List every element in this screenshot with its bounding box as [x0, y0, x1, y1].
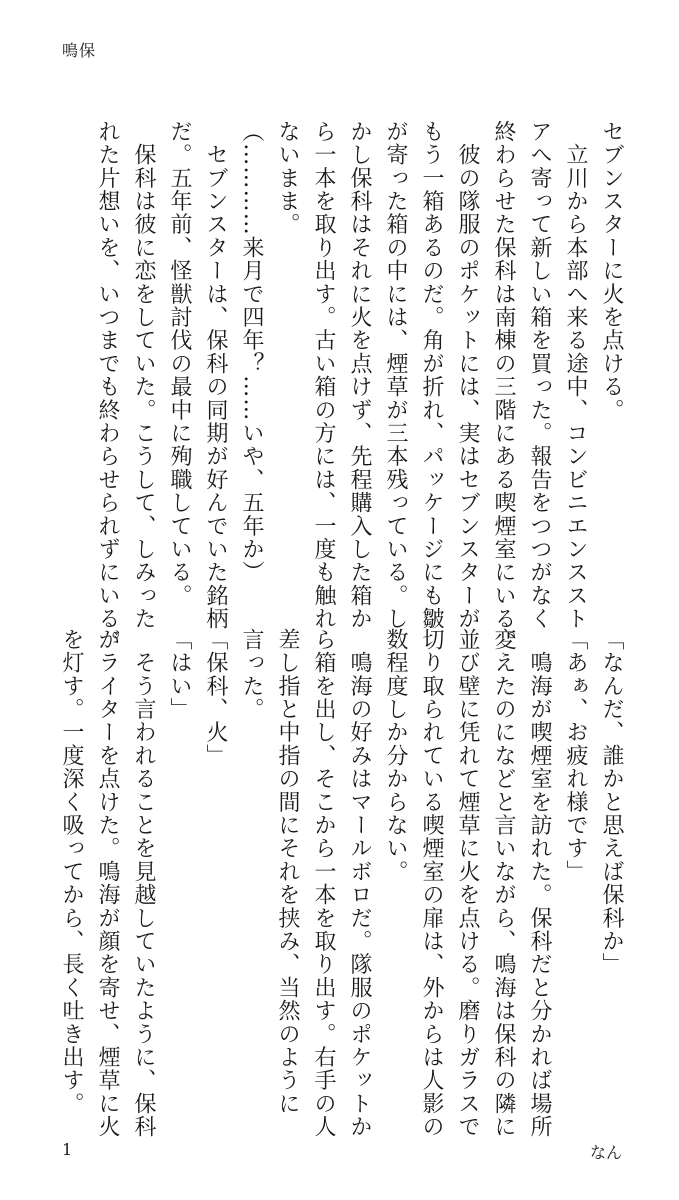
text-line: アへ寄って新しい箱を買った。報告をつつがなく: [527, 120, 552, 631]
text-line: 変えたのになどと言いながら、鳴海は保科の隣に: [491, 628, 516, 1139]
text-line: 数程度しか分からない。: [383, 628, 408, 884]
text-line: 鳴海が喫煙室を訪れた。保科だと分かれば場所: [527, 628, 552, 1139]
text-line: 「なんだ、誰かと思えば保科か」: [599, 628, 624, 976]
text-line: ないまま。: [275, 120, 300, 236]
text-line: 立川から本部へ来る途中、コンビニエンススト: [563, 120, 588, 631]
text-line: 切り取られている喫煙室の扉は、外からは人影の: [419, 628, 444, 1139]
text-block-bottom: [53, 628, 629, 1139]
text-line: を灯す。一度深く吸ってから、長く吐き出す。: [59, 628, 84, 1116]
text-line: 鳴海の好みはマールボロだ。隊服のポケットか: [347, 628, 372, 1139]
text-line: れた片想いを、いつまでも終わらせられずにいる。: [95, 120, 120, 654]
text-line: 並び壁に凭れて煙草に火を点ける。磨りガラスで: [455, 628, 480, 1139]
page-header-title: 鳴保: [62, 41, 97, 60]
text-line: が寄った箱の中には、煙草が三本残っている。し: [383, 120, 408, 631]
page-number: 1: [62, 1140, 73, 1159]
text-line: ら一本を取り出す。古い箱の方には、一度も触れ: [311, 120, 336, 631]
text-line: もう一箱あるのだ。角が折れ、パッケージにも皺: [419, 120, 444, 631]
text-line: 終わらせた保科は南棟の三階にある喫煙室にいる。: [491, 120, 516, 654]
text-line: がライターを点けた。鳴海が顔を寄せ、煙草に火: [95, 628, 120, 1139]
text-line: セブンスターに火を点ける。: [599, 120, 624, 422]
text-line: だ。五年前、怪獣討伐の最中に殉職している。: [167, 120, 192, 608]
text-line: 彼の隊服のポケットには、実はセブンスターが: [455, 120, 480, 631]
text-line: （…………来月で四年？……いや、五年か）: [239, 120, 264, 584]
author-name: なん: [590, 1143, 623, 1162]
text-line: 「あぁ、お疲れ様です」: [563, 628, 588, 884]
text-line: かし保科はそれに火を点けず、先程購入した箱か: [347, 120, 372, 631]
text-line: セブンスターは、保科の同期が好んでいた銘柄: [203, 120, 228, 631]
text-block-top: [89, 120, 629, 654]
text-line: そう言われることを見越していたように、保科: [131, 628, 156, 1139]
text-line: 保科は彼に恋をしていた。こうして、しみった: [131, 120, 156, 631]
text-line: 「保科、火」: [203, 628, 228, 768]
text-line: ら箱を出し、そこから一本を取り出す。右手の人: [311, 628, 336, 1139]
text-line: 差し指と中指の間にそれを挟み、当然のように: [275, 628, 300, 1116]
text-line: 言った。: [239, 628, 264, 721]
text-line: 「はい」: [167, 628, 192, 721]
